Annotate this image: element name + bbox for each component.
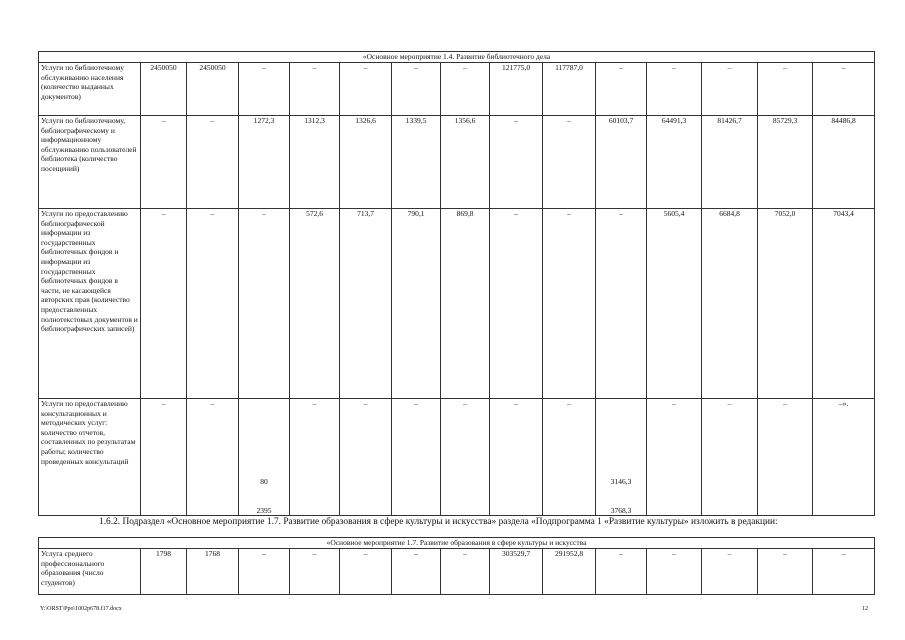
table-cell <box>596 399 647 516</box>
footer-file-path: Y:\ORST\Ppo\1002p678.f17.docx <box>40 606 122 612</box>
table-cell: – <box>490 209 543 399</box>
table-row <box>39 399 875 516</box>
table-cell: 1798 <box>141 549 187 595</box>
table-cell: – <box>543 209 596 399</box>
table-cell: – <box>290 549 340 595</box>
row-label: Услуги по предоставлению консультационных и методических услуг: количество отчетов, составленных по результатам работы; количество проведенных консультаций <box>39 399 141 516</box>
table-cell: 869,8 <box>441 209 490 399</box>
table-cell: – <box>141 399 187 516</box>
table-row <box>39 549 875 595</box>
table-cell: – <box>392 63 441 116</box>
table-cell: – <box>490 399 543 516</box>
table-title: «Основное мероприятие 1.7. Развитие образования в сфере культуры и искусства <box>39 538 875 549</box>
table-cell: – <box>596 63 647 116</box>
table-cell: – <box>187 116 239 209</box>
cell-value: 3768,3 <box>610 505 632 515</box>
table-cell: – <box>441 549 490 595</box>
row-label: Услуги по предоставлению библиографической информации из государственных библиотечных фондов и информации из государственных библиотечных фондов в части, не касающейся авторских прав (количество предоставленных полнотекстовых документов и библиографических записей) <box>39 209 141 399</box>
table-main-event-1-4 <box>38 51 875 516</box>
table-cell: – <box>239 63 290 116</box>
table-cell: 291952,8 <box>543 549 596 595</box>
table-cell: – <box>543 399 596 516</box>
table-cell: 1768 <box>187 549 239 595</box>
table-cell: – <box>392 399 441 516</box>
table-cell: – <box>596 209 647 399</box>
table-cell: – <box>490 116 543 209</box>
table-cell: – <box>392 549 441 595</box>
table-cell: – <box>758 399 813 516</box>
section-paragraph: 1.6.2. Подраздел «Основное мероприятие 1.7. Развитие образования в сфере культуры и искусства» раздела «Подпрограмма 1 «Развитие культуры» изложить в редакции: <box>99 517 778 527</box>
row-label: Услуги по библиотечному обслуживанию населения (количество выданных документов) <box>39 63 141 116</box>
table-cell: – <box>647 63 702 116</box>
table-cell: – <box>340 549 392 595</box>
table-cell: 64491,3 <box>647 116 702 209</box>
table-cell: 84486,8 <box>813 116 875 209</box>
table-cell: 790,1 <box>392 209 441 399</box>
table-cell: – <box>187 399 239 516</box>
table-cell: – <box>702 63 758 116</box>
table-cell: – <box>187 209 239 399</box>
table-cell: – <box>596 549 647 595</box>
table-cell: – <box>543 116 596 209</box>
table-cell: – <box>340 63 392 116</box>
table-row <box>39 209 875 399</box>
table-cell: 121775,0 <box>490 63 543 116</box>
cell-value: 2395 <box>256 505 272 515</box>
table-row <box>39 63 875 116</box>
table-cell: 2450050 <box>187 63 239 116</box>
table-cell: – <box>441 63 490 116</box>
table-cell: 85729,3 <box>758 116 813 209</box>
cell-value: 80 <box>260 477 268 486</box>
table-cell: – <box>702 399 758 516</box>
table-cell: 7052,0 <box>758 209 813 399</box>
table-cell: – <box>813 63 875 116</box>
table-cell: –». <box>813 399 875 516</box>
table-cell <box>239 399 290 516</box>
page-number: 12 <box>862 606 868 612</box>
row-label: Услуги по библиотечному, библиографическому и информационному обслуживанию пользователей библиотека (количество посещений) <box>39 116 141 209</box>
table-cell: 1326,6 <box>340 116 392 209</box>
table-cell: 303529,7 <box>490 549 543 595</box>
table-cell: – <box>702 549 758 595</box>
table-cell: – <box>290 399 340 516</box>
table-cell: 1356,6 <box>441 116 490 209</box>
table-cell: – <box>239 549 290 595</box>
table-main-event-1-7 <box>38 537 875 595</box>
table-cell: 5605,4 <box>647 209 702 399</box>
table-cell: 6684,8 <box>702 209 758 399</box>
table-cell: 1272,3 <box>239 116 290 209</box>
row-label: Услуга среднего профессионального образования (число студентов) <box>39 549 141 595</box>
table-cell: – <box>758 63 813 116</box>
table-cell: – <box>141 116 187 209</box>
cell-value: 3146,3 <box>610 477 632 486</box>
table-cell: – <box>141 209 187 399</box>
table-row <box>39 116 875 209</box>
table-cell: 572,6 <box>290 209 340 399</box>
table-cell: 713,7 <box>340 209 392 399</box>
table-cell: 1339,5 <box>392 116 441 209</box>
table-title: «Основное мероприятие 1.4. Развитие библиотечного дела <box>39 52 875 63</box>
table-cell: – <box>647 549 702 595</box>
table-cell: – <box>340 399 392 516</box>
table-cell: 7043,4 <box>813 209 875 399</box>
table-cell: – <box>813 549 875 595</box>
table-cell: – <box>441 399 490 516</box>
table-cell: – <box>290 63 340 116</box>
table-cell: 117787,0 <box>543 63 596 116</box>
table-cell: – <box>758 549 813 595</box>
table-cell: 1312,3 <box>290 116 340 209</box>
table-cell: – <box>239 209 290 399</box>
table-cell: 81426,7 <box>702 116 758 209</box>
table-cell: – <box>647 399 702 516</box>
table-cell: 60103,7 <box>596 116 647 209</box>
table-cell: 2450050 <box>141 63 187 116</box>
